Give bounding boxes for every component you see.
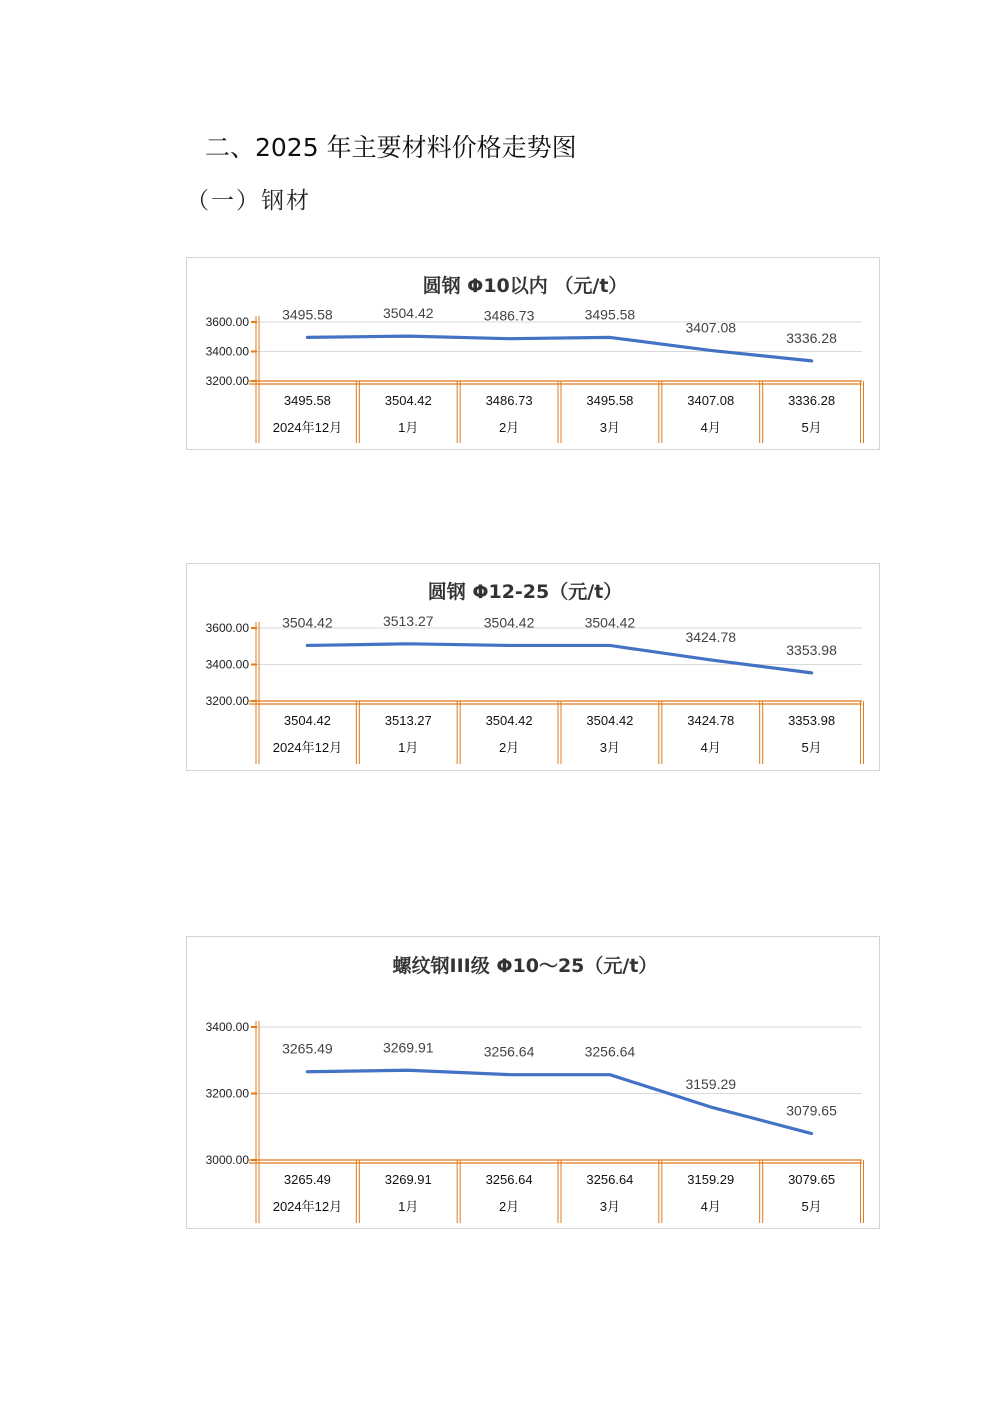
table-value: 3513.27 — [384, 713, 432, 728]
y-tick-label: 3400.00 — [205, 657, 249, 672]
x-category-label: 3月 — [599, 740, 621, 755]
data-label: 3336.28 — [786, 329, 837, 346]
chart-round-steel-10 — [186, 257, 880, 450]
table-value: 3504.42 — [283, 713, 331, 728]
table-value: 3079.65 — [788, 1172, 836, 1187]
series-line — [307, 336, 811, 361]
data-label: 3504.42 — [584, 614, 636, 631]
table-value: 3159.29 — [687, 1172, 735, 1187]
x-category-label: 5月 — [801, 740, 822, 755]
y-tick-label: 3400.00 — [205, 1020, 249, 1034]
chart-svg — [187, 258, 879, 449]
x-category-label: 4月 — [700, 420, 721, 435]
x-category-label: 4月 — [700, 740, 721, 755]
data-label: 3079.65 — [786, 1102, 837, 1119]
table-value: 3504.42 — [384, 393, 432, 408]
table-value: 3495.58 — [586, 393, 634, 408]
y-tick-label: 3400.00 — [205, 344, 249, 359]
x-category-label: 2月 — [498, 420, 520, 435]
data-label: 3256.64 — [483, 1043, 535, 1060]
chart-title: 圆钢 Φ12-25（元/t） — [427, 581, 623, 603]
table-value: 3336.28 — [788, 393, 836, 408]
table-value: 3486.73 — [485, 393, 533, 408]
chart-svg — [187, 937, 879, 1228]
data-label: 3504.42 — [382, 305, 434, 322]
x-category-label: 1月 — [398, 740, 419, 755]
table-value: 3504.42 — [586, 713, 634, 728]
data-label: 3513.27 — [382, 612, 434, 629]
y-tick-label: 3200.00 — [205, 1086, 249, 1101]
data-label: 3486.73 — [483, 307, 535, 324]
table-value: 3265.49 — [283, 1172, 331, 1187]
subsection-title: （一）钢材 — [186, 188, 311, 214]
data-label: 3256.64 — [584, 1043, 636, 1060]
y-tick-label: 3600.00 — [205, 621, 249, 635]
data-label: 3407.08 — [685, 319, 737, 336]
y-tick-label: 3000.00 — [205, 1153, 249, 1167]
table-value: 3504.42 — [485, 713, 533, 728]
x-category-label: 2024年12月 — [272, 1199, 343, 1214]
y-tick-label: 3600.00 — [205, 315, 249, 329]
table-value: 3495.58 — [283, 393, 331, 408]
data-label: 3495.58 — [584, 306, 636, 323]
x-category-label: 2024年12月 — [272, 420, 343, 435]
chart-svg — [187, 564, 879, 770]
x-category-label: 3月 — [599, 420, 621, 435]
data-label: 3265.49 — [282, 1040, 333, 1057]
table-value: 3353.98 — [788, 713, 836, 728]
data-label: 3269.91 — [382, 1039, 434, 1056]
series-line — [307, 644, 811, 673]
chart-round-steel-12-25 — [186, 563, 880, 771]
x-category-label: 5月 — [801, 1199, 822, 1214]
data-label: 3353.98 — [786, 641, 837, 658]
x-category-label: 2024年12月 — [272, 740, 343, 755]
chart-title: 螺纹钢III级 Φ10～25（元/t） — [392, 955, 658, 977]
chart-title: 圆钢 Φ10以内 （元/t） — [422, 275, 628, 297]
x-category-label: 1月 — [398, 420, 419, 435]
data-label: 3159.29 — [685, 1076, 737, 1093]
table-value: 3407.08 — [687, 393, 735, 408]
chart-rebar-iii — [186, 936, 880, 1229]
x-category-label: 2月 — [498, 1199, 520, 1214]
x-category-label: 5月 — [801, 420, 822, 435]
table-value: 3256.64 — [485, 1172, 533, 1187]
data-label: 3504.42 — [282, 614, 333, 631]
data-label: 3495.58 — [282, 306, 333, 323]
table-value: 3424.78 — [687, 713, 735, 728]
x-category-label: 3月 — [599, 1199, 621, 1214]
x-category-label: 4月 — [700, 1199, 721, 1214]
x-category-label: 2月 — [498, 740, 520, 755]
data-label: 3424.78 — [685, 628, 737, 645]
y-tick-label: 3200.00 — [205, 374, 249, 388]
table-value: 3269.91 — [384, 1172, 432, 1187]
data-label: 3504.42 — [483, 614, 535, 631]
x-category-label: 1月 — [398, 1199, 419, 1214]
section-title: 二、2025 年主要材料价格走势图 — [205, 133, 577, 162]
table-value: 3256.64 — [586, 1172, 634, 1187]
y-tick-label: 3200.00 — [205, 694, 249, 708]
